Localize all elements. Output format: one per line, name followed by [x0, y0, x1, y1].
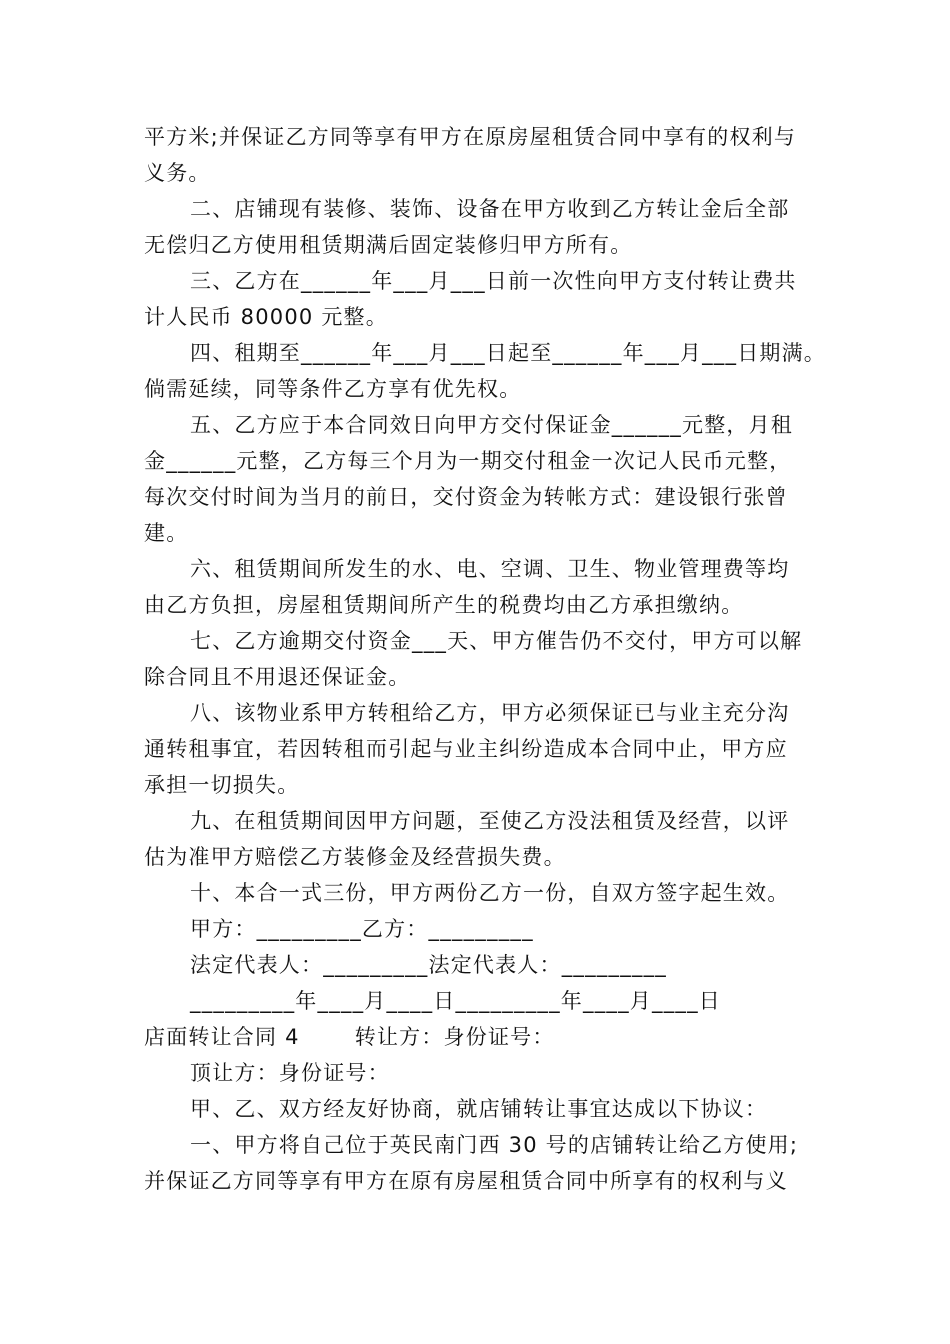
clause-6: 六、租赁期间所发生的水、电、空调、卫生、物业管理费等均 — [190, 557, 790, 581]
clause-2: 二、店铺现有装修、装饰、设备在甲方收到乙方转让金后全部 — [190, 197, 790, 221]
text-line: 平方米;并保证乙方同等享有甲方在原房屋租赁合同中享有的权利与 — [144, 125, 797, 149]
text-line: 除合同且不用退还保证金。 — [144, 665, 411, 689]
agreement-intro: 甲、乙、双方经友好协商，就店铺转让事宜达成以下协议： — [190, 1097, 768, 1121]
text-line: 建。 — [144, 521, 189, 545]
text-line: 每次交付时间为当月的前日，交付资金为转帐方式：建设银行张曾 — [144, 485, 788, 509]
text-line: 由乙方负担，房屋租赁期间所产生的税费均由乙方承担缴纳。 — [144, 593, 744, 617]
signature-parties: 甲方：_________乙方：_________ — [190, 917, 534, 941]
text-line: 并保证乙方同等享有甲方在原有房屋租赁合同中所享有的权利与义 — [144, 1169, 788, 1193]
clause-5: 五、乙方应于本合同效日向甲方交付保证金______元整，月租 — [190, 413, 793, 437]
signature-dates: _________年____月____日_________年____月____日 — [190, 989, 721, 1013]
signature-representatives: 法定代表人：_________法定代表人：_________ — [190, 953, 667, 977]
clause-1: 一、甲方将自己位于英民南门西 30 号的店铺转让给乙方使用; — [190, 1133, 799, 1157]
document-body — [144, 119, 824, 1199]
assignee-line: 顶让方：身份证号： — [190, 1061, 390, 1085]
text-line: 义务。 — [144, 161, 211, 185]
text-line: 倘需延续，同等条件乙方享有优先权。 — [144, 377, 522, 401]
text-line: 承担一切损失。 — [144, 773, 300, 797]
text-line: 计人民币 80000 元整。 — [144, 305, 388, 329]
clause-8: 八、该物业系甲方转租给乙方，甲方必须保证已与业主充分沟 — [190, 701, 790, 725]
contract-4-heading: 店面转让合同 4 转让方：身份证号： — [144, 1025, 555, 1049]
clause-3: 三、乙方在______年___月___日前一次性向甲方支付转让费共 — [190, 269, 797, 293]
text-line: 估为准甲方赔偿乙方装修金及经营损失费。 — [144, 845, 566, 869]
text-line: 通转租事宜，若因转租而引起与业主纠纷造成本合同中止，甲方应 — [144, 737, 788, 761]
text-line: 金______元整，乙方每三个月为一期交付租金一次记人民币元整， — [144, 449, 792, 473]
clause-7: 七、乙方逾期交付资金___天、甲方催告仍不交付，甲方可以解 — [190, 629, 803, 653]
text-line: 无偿归乙方使用租赁期满后固定装修归甲方所有。 — [144, 233, 633, 257]
clause-9: 九、在租赁期间因甲方问题，至使乙方没法租赁及经营，以评 — [190, 809, 790, 833]
clause-4: 四、租期至______年___月___日起至______年___月___日期满。 — [190, 341, 826, 365]
clause-10: 十、本合一式三份，甲方两份乙方一份，自双方签字起生效。 — [190, 881, 790, 905]
